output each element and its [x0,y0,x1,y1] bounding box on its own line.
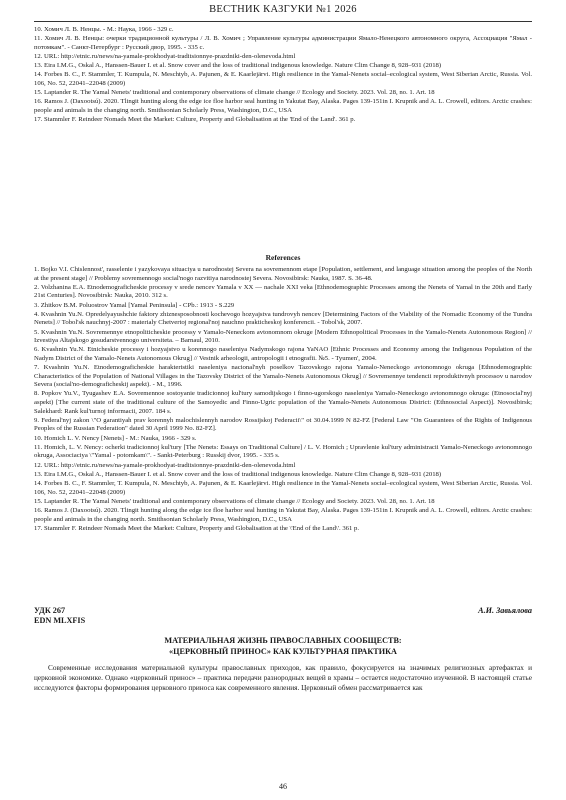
article-title [0,636,566,657]
article-title-line-2: «ЦЕРКОВНЫЙ ПРИНОС» КАК КУЛЬТУРНАЯ ПРАКТИКА [169,646,397,656]
header-divider [34,21,532,22]
reference-item: 17. Stammler F. Reindeer Nomads Meet the Market: Culture, Property and Globalisation at the \'End of the Land\'. 361 p. [34,524,360,532]
reference-item: 3. Zhitkov B.M. Poluostrov Yamal [Yamal Peninsula] - CPb.: 1913 - S.229 [34,301,235,309]
reference-item: 12. URL: http://etnic.ru/news/na-yamale-prokhodyat-traditsionnye-prazdniki-den-olenevoda.html [34,461,296,469]
reference-item: 8. Popkov Yu.V., Tyugashev E.A. Sovremennoe sostoyanie tradicionnoj kul'tury samodijskogo i finno-ugorskogo naseleniya Yamalo-Neneckogo avtonomnogo okruga: (Etnosocial'nyj aspekt) [The current state of the traditional culture of the Samoyedic and Finno-Ugric population of the Yamalo-Nenets Autonomous District: (Ethnosocial Aspect)]. Novosibirsk; Salekhard: Rank kul'turnoj informacii, 2007. 184 s. [34,390,532,415]
references-heading: References [265,253,301,262]
reference-item: 14. Forbes B. C., F. Stammler, T. Kumpula, N. Meschtyb, A. Pajunen, & E. Kaarlejärvi. High resilience in the Yamal-Nenets social–ecological system, West Siberian Arctic, Russia. Vol. 106, No. 52, 22041–22048 (2009) [34,71,532,87]
reference-item: 10. Homich L. V. Nency [Nenets] - M.: Nauka, 1966 - 329 s. [34,434,197,442]
reference-item: 2. Volzhanina E.A. Etnodemograficheskie processy v srede nencev Yamala v XX — nachale XXI veka [Ethnodemographic Processes among the Nenets of Yamal in the 20th and Early 21st Centuries]. Novosibirsk: Nauka, 2010. 312 s. [34,283,532,300]
reference-item: 7. Kvashnin Yu.N. Etnodemograficheskie harakteristiki naseleniya nacional'nyh poselkov Tazovskogo rajona Yamalo-Neneckogo avtonomnogo okruga [Ethnodemographic Characteristics of the Population of National Villages in the Tazovsky District of the Yamalo-Nenets Autonomous Okrug] // Sovremennye tendencii reproduktivnyh processov u narodov Severa (social'no-demograficheskij aspekt). - M., 1996. [34,364,532,389]
top-reference-list [34,26,532,125]
reference-item: 4. Kvashnin Yu.N. Opredelyayushchie faktory zhiznesposobnosti kochevogo hozyajstva tundrovyh nencev [Determining Factors of the Viability of the Nomadic Economy of the Tundra Nenets] // Tobol'sk nauchnyj-2007 : materialy Chetvertoj regional'noj nauchno prakticheskoj konferencii. - Tobol'sk, 2007. [34,310,532,327]
reference-item: 12. URL: http://etnic.ru/news/na-yamale-prokhodyat-traditsionnye-prazdniki-den-olenevoda.html [34,52,296,60]
udk-code: УДК 267 [34,606,66,615]
reference-item: 13. Eira I.M.G., Oskal A., Hanssen-Bauer I. et al. Snow cover and the loss of traditional indigenous knowledge. Nature Clim Change 8, 928–931 (2018) [34,62,442,70]
article-abstract: Современные исследования материальной культуры православных приходов, как правило, фокусируется на значимых религиозных артефактах и церковной экономике. Однако «церковный принос» – практика передачи разнородных вещей в храмы – остается недостаточно изученной. В настоящей статье исследуются факторы формирования церковного приноса как современного явления. Церковный обмен рассматривается как [34,663,532,693]
reference-item: 16. Ramos J. (Daxootsú). 2020. Tlingit hunting along the edge ice floe harbor seal hunting in Yakutat Bay, Alaska. Pages 139-151in I. Krupnik and A. L. Crowell, editors. Arctic crashes: people and animals in the changing north. Smithsonian Scholarly Press, Washington, D.C., USA [34,506,532,523]
reference-item: 15. Laptander R. The Yamal Nenets' traditional and contemporary observations of climate change // Ecology and Society. 2023. Vol. 28, no. 1. Art. 18 [34,89,435,97]
reference-item: 14. Forbes B. C., F. Stammler, T. Kumpula, N. Meschtyb, A. Pajunen, & E. Kaarlejärvi. High resilience in the Yamal-Nenets social–ecological system, West Siberian Arctic, Russia. Vol. 106, No. 52, 22041–22048 (2009) [34,479,532,496]
article-author: А.И. Завьялова [478,606,532,615]
reference-item: 5. Kvashnin Yu.N. Sovremennye etnopoliticheskie processy v Yamalo-Neneckom avtonomnom okruge [Modern Ethnopolitical Processes in the Yamalo-Nenets Autonomous Region] // Izvestiya Altajskogo gosudarstvennogo universiteta. – Barnaul, 2010. [34,328,532,345]
journal-header: ВЕСТНИК КАЗГУКИ №1 2026 [209,4,357,15]
reference-item: 13. Eira I.M.G., Oskal A., Hanssen-Bauer I. et al. Snow cover and the loss of traditional indigenous knowledge. Nature Clim Change 8, 928–931 (2018) [34,470,442,478]
udk-block [34,606,85,626]
reference-item: 10. Хомич Л. В. Ненцы. - М.: Наука, 1966 - 329 с. [34,26,174,33]
page-number: 46 [279,782,287,791]
reference-item: 16. Ramos J. (Daxootsú). 2020. Tlingit hunting along the edge ice floe harbor seal hunting in Yakutat Bay, Alaska. Pages 139-151in I. Krupnik and A. L. Crowell, editors. Arctic crashes: people and animals in the changing north. Smithsonian Scholarly Press, Washington, D.C., USA [34,98,532,114]
reference-item: 1. Bojko V.I. Chislennost', rasselenie i yazykovaya situaciya u narodnostej Severa na sovremennom etape [Population, settlement, and language situation among the peoples of the North at the present stage] // Problemy sovremennogo social'nogo razvitiya narodnostej Severa. Novosibirsk: Nauka, 1987. S. 36-48. [34,266,532,282]
edn-code: EDN MLXFIS [34,616,86,625]
references-list [34,266,532,534]
reference-item: 6. Kvashnin Yu.N. Etnicheskie processy i hozyajstvo u korennogo naseleniya Nadymskogo rajona YaNAO [Ethnic Processes and Economy among the Indigenous Population of the Nadym District of the Yamalo-Nenets Autonomous Okrug] // Vestnik arheologii, antropologii i etnografii. №5. - Tyumen', 2004. [34,346,532,362]
reference-item: 11. Homich, L. V. Nency: ocherki tradicionnoj kul'tury [The Nenets: Essays on Traditional Culture] / L. V. Homich ; Upravlenie kul'tury administracii Yamalo-Neneckogo avtonomnogo okruga, Associaciya \"Yamal - potomkam\". - Sankt-Peterburg : Russkij dvor, 1995. - 335 s. [34,443,532,460]
reference-item: 15. Laptander R. The Yamal Nenets' traditional and contemporary observations of climate change // Ecology and Society. 2023. Vol. 28, no. 1. Art. 18 [34,497,435,505]
reference-item: 17. Stammler F. Reindeer Nomads Meet the Market: Culture, Property and Globalisation at the 'End of the Land'. 361 p. [34,116,356,124]
reference-item: 9. Federal'nyj zakon \"O garantiyah prav korennyh malochislennyh narodov Rossijskoj Federacii\" ot 30.04.1999 N 82-FZ [Federal Law "On Guarantees of the Rights of Indigenous Peoples of the Russian Federation" dated 30 April 1999 No. 82-FZ]. [34,416,532,433]
reference-item: 11. Хомич Л. В. Ненцы: очерки традиционной культуры / Л. В. Хомич ; Управление культуры администрации Ямало-Ненецкого автономного округа, Ассоциация "Ямал - потомкам". - Санкт-Петербург : Русский двор, 1995. - 335 с. [34,35,532,51]
article-title-line-1: МАТЕРИАЛЬНАЯ ЖИЗНЬ ПРАВОСЛАВНЫХ СООБЩЕСТВ: [164,636,402,645]
